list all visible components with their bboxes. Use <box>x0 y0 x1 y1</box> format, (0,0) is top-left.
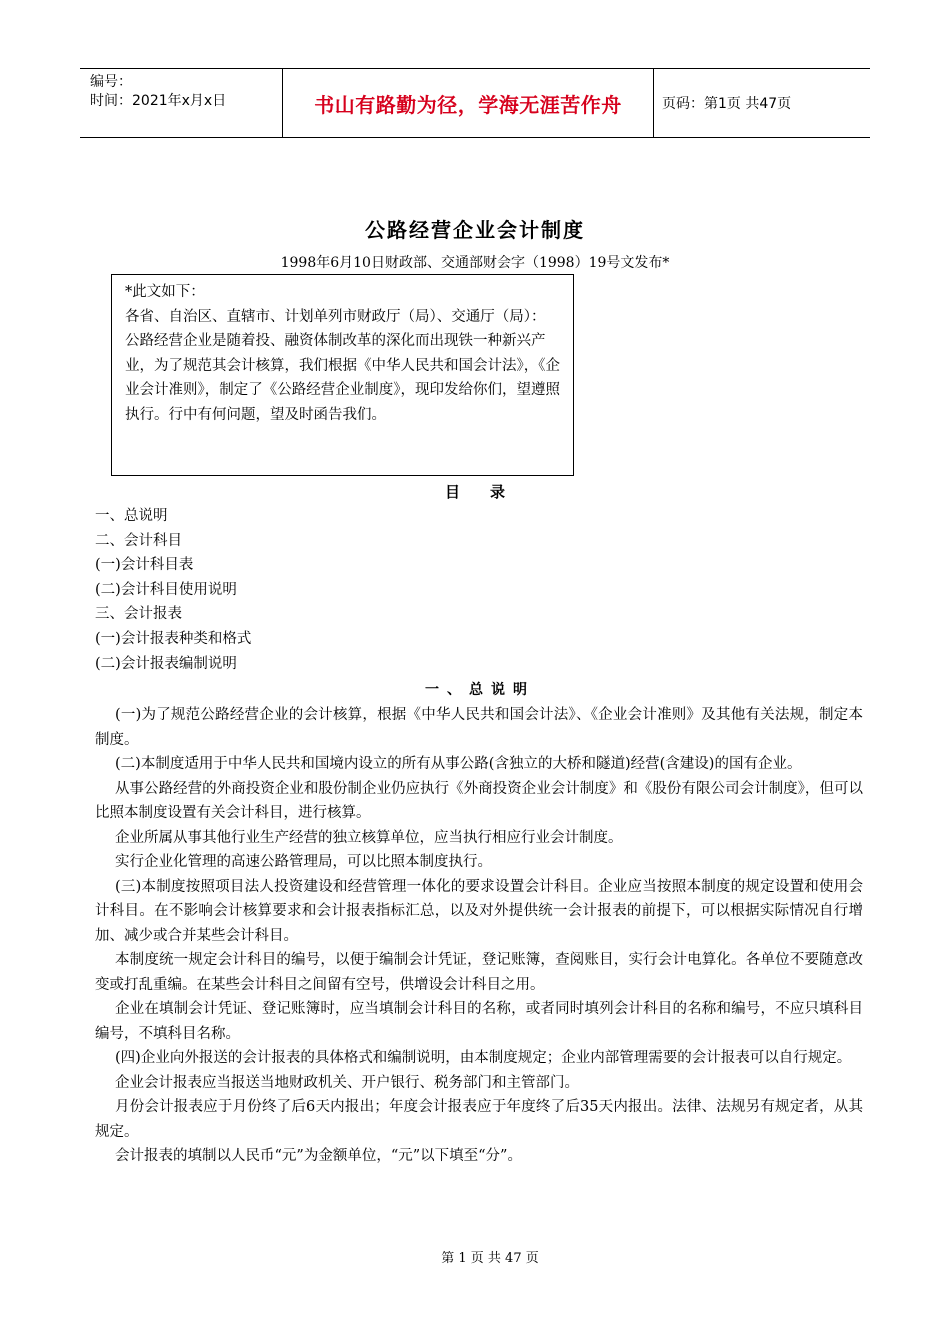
document-subtitle: 1998年6月10日财政部、交通部财会字（1998）19号文发布* <box>280 255 670 271</box>
notice-line: 公路经营企业是随着投、融资体制改革的深化而出现铁一种新兴产业，为了规范其会计核算，我们根据《中华人民共和国会计法》，《企业会计准则》，制定了《公路经营企业制度》，现印发给你们，望遵照执行。行中有何问题，望及时函告我们。 <box>125 333 560 423</box>
page-info: 页码：第1页 共47页 <box>662 96 792 112</box>
paragraph: 实行企业化管理的高速公路管理局，可以比照本制度执行。 <box>115 854 492 870</box>
toc-item[interactable]: (二)会计报表编制说明 <box>95 655 237 672</box>
paragraph: 企业会计报表应当报送当地财政机关、开户银行、税务部门和主管部门。 <box>115 1074 579 1091</box>
toc-item[interactable]: (一)会计报表种类和格式 <box>95 630 252 647</box>
paragraph: 企业所属从事其他行业生产经营的独立核算单位，应当执行相应行业会计制度。 <box>115 829 623 846</box>
section-content <box>95 703 863 1169</box>
paragraph: 从事公路经营的外商投资企业和股份制企业仍应执行《外商投资企业会计制度》和《股份有限公司会计制度》，但可以比照本制度设置有关会计科目，进行核算。 <box>95 780 863 821</box>
header-motto-cell <box>282 69 654 137</box>
paragraph: 月份会计报表应于月份终了后6天内报出；年度会计报表应于年度终了后35天内报出。法律、法规另有规定者，从其规定。 <box>95 1099 863 1140</box>
page-footer: 第 1 页 共 47 页 <box>441 1251 539 1266</box>
number-label: 编号： <box>90 74 132 90</box>
header-table <box>80 68 870 138</box>
paragraph: 企业在填制会计凭证、登记账簿时，应当填制会计科目的名称，或者同时填列会计科目的名称和编号，不应只填科目编号，不填科目名称。 <box>95 1001 863 1042</box>
section-title: 一、总说明 <box>425 682 535 698</box>
paragraph: (一)为了规范公路经营企业的会计核算，根据《中华人民共和国会计法》、《企业会计准则》及其他有关法规，制定本制度。 <box>95 707 863 748</box>
toc-item[interactable]: (一)会计科目表 <box>95 557 194 574</box>
notice-box <box>111 274 574 476</box>
toc-item[interactable]: (二)会计科目使用说明 <box>95 581 237 598</box>
notice-line: 各省、自治区、直辖市、计划单列市财政厅（局）、交通厅（局）： <box>125 308 546 325</box>
paragraph: 本制度统一规定会计科目的编号，以便于编制会计凭证，登记账簿，查阅账目，实行会计电算化。各单位不要随意改变或打乱重编。在某些会计科目之间留有空号，供增设会计科目之用。 <box>95 952 863 993</box>
motto: 书山有路勤为径，学海无涯苦作舟 <box>314 92 622 117</box>
toc-item[interactable]: 一、总说明 <box>95 508 168 524</box>
paragraph: (四)企业向外报送的会计报表的具体格式和编制说明，由本制度规定；企业内部管理需要的会计报表可以自行规定。 <box>115 1050 852 1066</box>
notice-line: *此文如下： <box>125 284 205 300</box>
toc-item[interactable]: 三、会计报表 <box>95 606 182 623</box>
toc-title: 目录 <box>444 483 535 501</box>
header-page-cell <box>654 69 870 137</box>
paragraph: (三)本制度按照项目法人投资建设和经营管理一体化的要求设置会计科目。企业应当按照本制度的规定设置和使用会计科目。在不影响会计核算要求和会计报表指标汇总，以及对外提供统一会计报表的前提下，可以根据实际情况自行增加、减少或合并某些会计科目。 <box>95 878 863 944</box>
time-label: 时间：2021年x月x日 <box>90 93 227 109</box>
toc-item[interactable]: 二、会计科目 <box>95 532 182 549</box>
paragraph: (二)本制度适用于中华人民共和国境内设立的所有从事公路(含独立的大桥和隧道)经营(含建设)的国有企业。 <box>115 756 802 772</box>
paragraph: 会计报表的填制以人民币“元”为金额单位，“元”以下填至“分”。 <box>115 1148 522 1164</box>
document-title: 公路经营企业会计制度 <box>365 218 585 242</box>
header-left-cell <box>80 69 282 137</box>
table-of-contents <box>95 504 251 676</box>
